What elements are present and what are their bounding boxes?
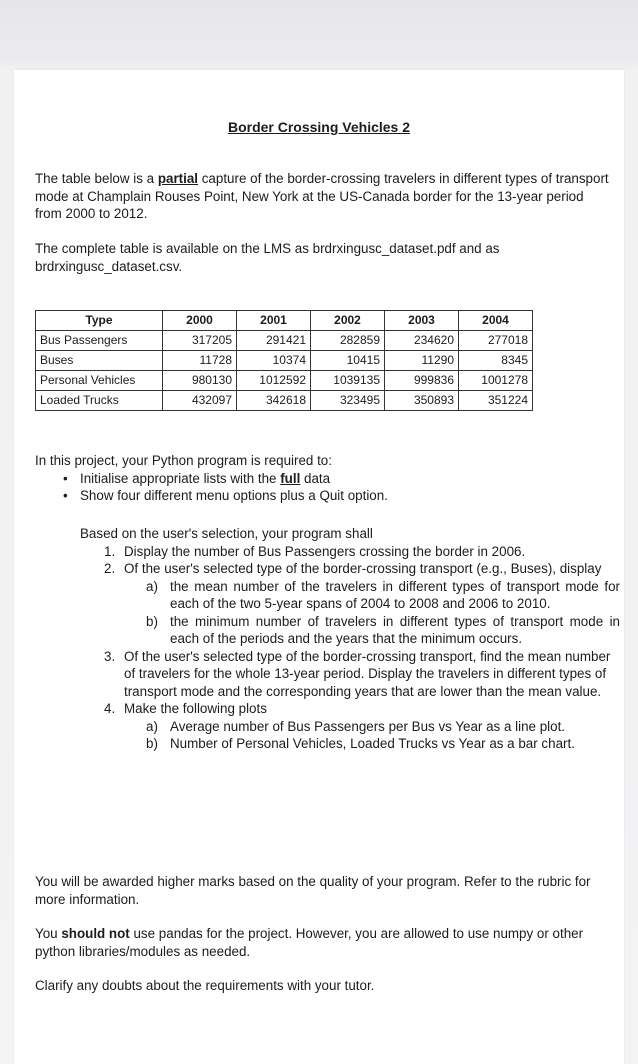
value-cell: 432097	[163, 391, 237, 411]
table-row	[36, 331, 533, 351]
table-row	[36, 371, 533, 391]
bullet-item	[35, 470, 595, 488]
value-cell: 277018	[459, 331, 533, 351]
marks-note: You will be awarded higher marks based on the quality of your program. Refer to the rubric for more information.	[35, 874, 591, 907]
data-table	[35, 310, 533, 411]
column-header: 2002	[311, 311, 385, 331]
bullet-icon: •	[63, 488, 68, 503]
subtask-letter: a)	[146, 578, 158, 594]
table-header-row	[36, 311, 533, 331]
subtask-letter: b)	[146, 613, 158, 629]
task-item	[80, 560, 620, 578]
subtask-text: the mean number of the travelers in different types of transport mode for each of the two 5-year spans of 2004 to 2008 and 2006 to 2010.	[170, 578, 620, 611]
subtask-item	[80, 613, 620, 648]
row-type-cell: Bus Passengers	[36, 331, 163, 351]
column-header: 2004	[459, 311, 533, 331]
document-page	[14, 70, 624, 1064]
clarify-note: Clarify any doubts about the requirements with your tutor.	[35, 978, 375, 993]
task-item	[80, 648, 620, 701]
pandas-text-2: use pandas for the project. However, you are allowed to use numpy or other python libraries/modules as needed.	[35, 926, 584, 959]
subtask-item	[80, 718, 620, 736]
subtask-item	[80, 578, 620, 613]
value-cell: 350893	[385, 391, 459, 411]
subtask-text: Average number of Bus Passengers per Bus vs Year as a line plot.	[170, 718, 566, 734]
intro-text-1: The table below is a	[35, 171, 158, 186]
value-cell: 342618	[237, 391, 311, 411]
task-text: Make the following plots	[124, 701, 267, 716]
task-text: Of the user's selected type of the border-crossing transport, find the mean number of travelers for the whole 13-year period. Display the travelers in different types of transport mode and the corresponding years that are lower than the mean value.	[124, 648, 611, 699]
value-cell: 282859	[311, 331, 385, 351]
value-cell: 10415	[311, 351, 385, 371]
row-type-cell: Buses	[36, 351, 163, 371]
intro-paragraph	[35, 170, 610, 223]
pandas-emphasis: should not	[61, 926, 130, 941]
value-cell: 999836	[385, 371, 459, 391]
value-cell: 11728	[163, 351, 237, 371]
value-cell: 980130	[163, 371, 237, 391]
column-header: 2000	[163, 311, 237, 331]
intro-text-2: capture of the border-crossing travelers in different types of transport mode at Champlain Rouses Point, New York at the US-Canada border for the 13-year period from 2000 to 2012.	[35, 171, 609, 221]
task-list	[80, 525, 620, 753]
value-cell: 10374	[237, 351, 311, 371]
bullet-text: Show four different menu options plus a Quit option.	[80, 488, 388, 503]
task-text: Display the number of Bus Passengers crossing the border in 2006.	[124, 543, 526, 559]
task-number: 2.	[104, 561, 116, 576]
row-type-cell: Personal Vehicles	[36, 371, 163, 391]
bullet-emphasis: full	[280, 470, 301, 486]
bullet-item	[35, 487, 595, 505]
selection-intro: Based on the user's selection, your program shall	[80, 526, 373, 541]
value-cell: 323495	[311, 391, 385, 411]
intro-emphasis: partial	[157, 171, 199, 186]
value-cell: 1001278	[459, 371, 533, 391]
subtask-letter: a)	[146, 718, 158, 734]
task-number: 1.	[104, 543, 116, 559]
column-header: Type	[36, 311, 163, 331]
value-cell: 1012592	[237, 371, 311, 391]
availability-paragraph: The complete table is available on the LMS as brdrxingusc_dataset.pdf and as brdrxingusc_dataset.csv.	[35, 241, 500, 274]
task-number: 3.	[104, 648, 116, 664]
bullet-text-1: Initialise appropriate lists with the	[80, 470, 281, 486]
requirements-section	[35, 452, 595, 505]
pandas-text-1: You	[35, 926, 62, 941]
table-row	[36, 351, 533, 371]
row-type-cell: Loaded Trucks	[36, 391, 163, 411]
bullet-icon: •	[63, 470, 68, 486]
task-number: 4.	[104, 701, 116, 716]
task-item	[80, 700, 620, 718]
value-cell: 317205	[163, 331, 237, 351]
task-item	[80, 543, 620, 561]
value-cell: 291421	[237, 331, 311, 351]
subtask-text: the minimum number of travelers in different types of transport mode in each of the periods and the years that the minimum occurs.	[170, 613, 620, 646]
project-intro: In this project, your Python program is required to:	[35, 453, 332, 468]
bullet-text-2: data	[300, 470, 331, 486]
task-text: Of the user's selected type of the border-crossing transport (e.g., Buses), display	[124, 561, 602, 576]
subtask-item	[80, 735, 620, 753]
pandas-note	[35, 925, 610, 960]
value-cell: 234620	[385, 331, 459, 351]
value-cell: 8345	[459, 351, 533, 371]
value-cell: 351224	[459, 391, 533, 411]
table-row	[36, 391, 533, 411]
subtask-text: Number of Personal Vehicles, Loaded Trucks vs Year as a bar chart.	[170, 736, 575, 751]
column-header: 2003	[385, 311, 459, 331]
value-cell: 1039135	[311, 371, 385, 391]
document-title: Border Crossing Vehicles 2	[227, 119, 411, 135]
subtask-letter: b)	[146, 736, 158, 751]
value-cell: 11290	[385, 351, 459, 371]
column-header: 2001	[237, 311, 311, 331]
